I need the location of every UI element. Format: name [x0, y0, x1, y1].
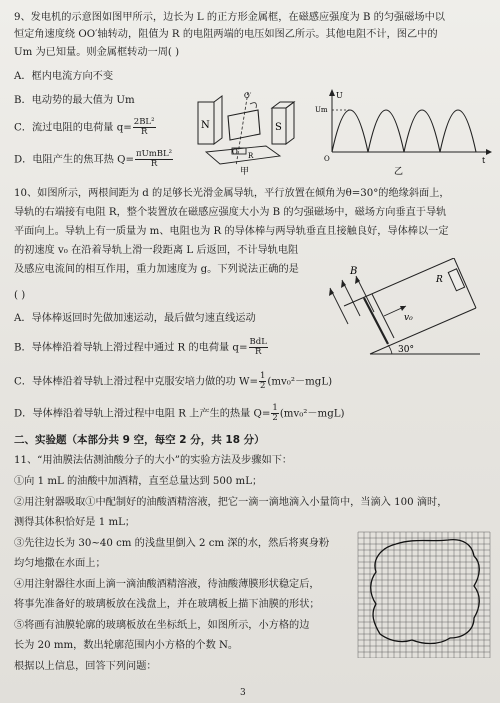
- q11-stem: 11、“用油膜法估测油酸分子的大小”的实验方法及步骤如下：: [14, 455, 293, 466]
- q9-option-d-fraction: [135, 150, 173, 169]
- conductor-rod: [364, 298, 388, 344]
- section-2-title: 二、实验题（本部分共 9 空，每空 2 分，共 18 分）: [14, 434, 265, 446]
- q11-step-3b: 均匀地撒在水面上；: [14, 558, 106, 569]
- q10-stem-line-3: 平面向上。导轨上有一质量为 m、电阻也为 R 的导体棒与两导轨垂直且接触良好，导体棒以一定: [14, 226, 449, 237]
- grid-paper: [358, 532, 490, 658]
- oil-film-grid-figure: [356, 530, 492, 658]
- q9-option-c-numerator: 2BL²: [133, 117, 155, 127]
- q10-stem-line-5: 及感应电流间的相互作用，重力加速度为 g。下列说法正确的是: [14, 264, 299, 275]
- q9-option-d-numerator: πUmBL²: [135, 149, 173, 159]
- q9-option-c-fraction: [133, 118, 156, 137]
- q9-stem-line-2: 恒定角速度绕 OO′轴转动，阻值为 R 的电阻两端的电压如图乙所示。其他电阻不计，图乙中的: [14, 29, 438, 40]
- q10-option-c-fraction: [259, 372, 266, 391]
- q10-option-b-denominator: R: [254, 347, 262, 357]
- magnet-s-label: S: [275, 122, 282, 133]
- velocity-label: v₀: [404, 313, 413, 323]
- q10-option-a[interactable]: A．导体棒返回时先做加速运动，最后做匀速直线运动: [14, 313, 256, 324]
- q9-figure-generator: [196, 88, 306, 176]
- graph-origin-label: O: [324, 155, 330, 163]
- q9-option-d-text: D．电阻产生的焦耳热 Q=: [14, 154, 134, 166]
- rotation-arrow-icon: [250, 103, 256, 108]
- q10-option-c-denominator: 2: [259, 381, 266, 391]
- q11-step-2a: ②用注射器吸取①中配制好的油酸酒精溶液，把它一滴一滴地滴入小量筒中，当滴入 100 滴时，: [14, 497, 448, 508]
- q9-option-c-text: C．流过电阻的电荷量 q=: [14, 122, 132, 134]
- b-field-label: B: [350, 266, 358, 277]
- q9-option-d[interactable]: [14, 150, 174, 169]
- rotation-axis: [236, 92, 248, 166]
- graph-u-label: U: [336, 91, 343, 100]
- q10-option-d-text: D．导体棒沿着导轨上滑过程中电阻 R 上产生的热量 Q=: [14, 408, 271, 420]
- q9-option-a[interactable]: A．框内电流方向不变: [14, 71, 114, 82]
- q11-step-4b: 将事先准备好的玻璃板放在浅盘上，并在玻璃板上描下油膜的形状；: [14, 599, 320, 610]
- magnet-n-label: N: [201, 120, 210, 131]
- q10-option-c-numerator: 1: [259, 371, 266, 381]
- q11-step-2b: 测得其体积恰好是 1 mL；: [14, 517, 136, 528]
- figure-label-jia: 甲: [240, 167, 250, 176]
- q9-option-b[interactable]: B．电动势的最大值为 Um: [14, 95, 135, 106]
- q10-option-b-fraction: [249, 338, 268, 357]
- q10-option-d-suffix: (mv₀²－mgL): [279, 408, 345, 420]
- q10-figure-incline: [328, 258, 480, 360]
- q10-option-c-text: C．导体棒沿着导轨上滑过程中克服安培力做的功 W=: [14, 376, 258, 388]
- q9-stem-line-1: 9、发电机的示意图如图甲所示，边长为 L 的正方形金属框，在磁感应强度为 B 的匀强磁场中以: [14, 12, 445, 23]
- q10-option-b-numerator: BdL: [249, 337, 267, 347]
- resistor-label: R: [248, 152, 254, 160]
- q10-resistor-label: R: [436, 275, 443, 285]
- q9-figure-voltage-graph: [314, 88, 492, 176]
- axis-label-o2: O′: [244, 92, 252, 100]
- q11-step-5a: ⑤将画有油膜轮廓的玻璃板放在坐标纸上，如图所示，小方格的边: [14, 620, 310, 631]
- q10-stem-line-2: 导轨的右端接有电阻 R，整个装置放在磁感应强度大小为 B 的匀强磁场中，磁场方向垂直于导轨: [14, 207, 447, 218]
- q11-step-5b: 长为 20 mm，数出轮廓范围内小方格的个数 N。: [14, 640, 239, 651]
- q10-resistor-symbol: [448, 269, 464, 291]
- graph-t-label: t: [482, 156, 486, 165]
- q10-option-d[interactable]: [14, 404, 344, 423]
- q10-option-c-suffix: (mv₀²－mgL): [267, 376, 333, 388]
- q9-option-c[interactable]: [14, 118, 157, 137]
- q11-step-1: ①向 1 mL 的油酸中加酒精，直至总量达到 500 mL；: [14, 476, 263, 487]
- q9-stem-line-3: Um 为已知量。则金属框转动一周( ): [14, 47, 180, 58]
- q10-option-b[interactable]: [14, 338, 269, 357]
- graph-um-label: Um: [315, 106, 328, 114]
- q10-option-c[interactable]: [14, 372, 332, 391]
- q10-option-d-denominator: 2: [272, 413, 278, 423]
- q9-option-d-denominator: R: [150, 159, 158, 169]
- base-plate: [206, 146, 280, 164]
- angle-arc: [388, 345, 392, 354]
- q10-stem-line-1: 10、如图所示，两根间距为 d 的足够长光滑金属导轨，平行放置在倾角为θ=30°的绝缘斜面上，: [14, 188, 450, 199]
- q10-stem-line-6: ( ): [14, 290, 26, 301]
- q11-step-4a: ④用注射器往水面上滴一滴油酸酒精溶液，待油酸薄膜形状稳定后，: [14, 579, 320, 590]
- q11-step-3a: ③先往边长为 30~40 cm 的浅盘里倒入 2 cm 深的水，然后将爽身粉: [14, 538, 330, 549]
- figure-label-yi: 乙: [394, 167, 404, 176]
- q11-last-line: 根据以上信息，回答下列问题：: [14, 661, 157, 672]
- q10-option-b-text: B．导体棒沿着导轨上滑过程中通过 R 的电荷量 q=: [14, 342, 248, 354]
- q10-stem-line-4: 的初速度 v₀ 在沿着导轨上滑一段距离 L 后返回，不计导轨电阻: [14, 245, 299, 256]
- rectified-voltage-curve: [332, 110, 476, 152]
- q9-option-c-denominator: R: [140, 127, 148, 137]
- q10-option-d-numerator: 1: [272, 403, 278, 413]
- q10-option-d-fraction: [271, 404, 278, 423]
- page-number: 3: [240, 688, 246, 698]
- angle-label: 30°: [398, 345, 414, 355]
- axis-label-o: O: [232, 148, 238, 156]
